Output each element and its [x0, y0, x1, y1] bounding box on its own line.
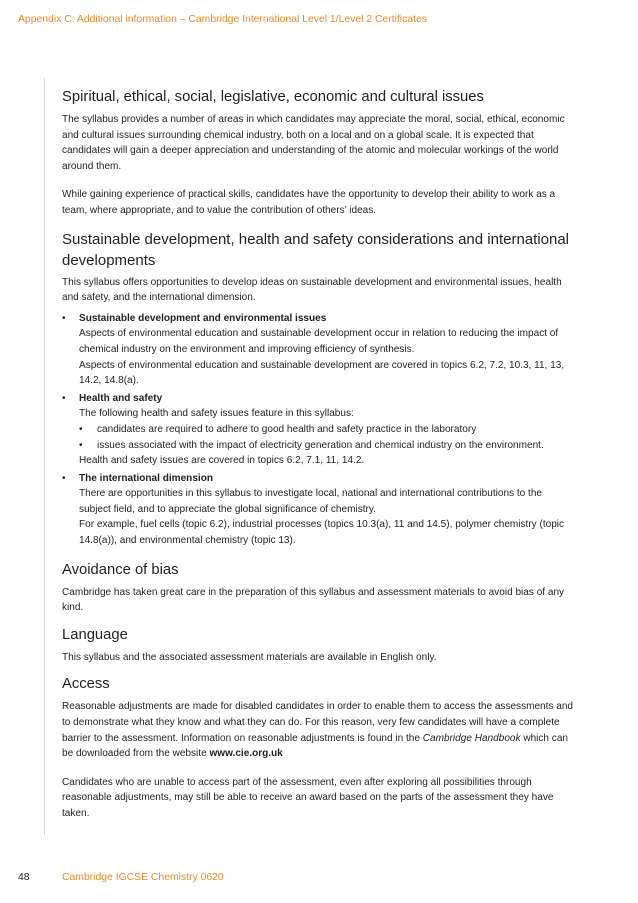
handbook-title: Cambridge Handbook	[422, 732, 521, 744]
paragraph: Candidates who are unable to access part of the assessment, even after exploring all possibilities through reasonable adjustments, may still be able to receive an award based on the parts of the assessment they have taken.	[62, 776, 554, 819]
section-heading: Access	[62, 676, 110, 693]
paragraph: This syllabus and the associated assessment materials are available in English only.	[62, 651, 437, 663]
section-sustainable	[62, 229, 576, 549]
sub-bullet-text: issues associated with the impact of electricity generation and chemical industry on the environment.	[97, 439, 544, 451]
bullet-icon: •	[62, 312, 66, 324]
list-item	[79, 422, 576, 438]
paragraph: Cambridge has taken great care in the preparation of this syllabus and assessment materials to avoid bias of any kind.	[62, 586, 565, 614]
bullet-icon: •	[62, 472, 66, 484]
text-run: Reasonable adjustments are made for disabled candidates in order to enable them to access the assessments and to demonstrate what they know and what they can do. For this reason, very few candidates will have a complete barrier to the assessment. Information on reasonable adjustments is found in the	[62, 701, 574, 744]
list-item	[79, 438, 576, 454]
bullet-text: Aspects of environmental education and sustainable development occur in relation to reducing the impact of chemical industry on the environment and improving efficiency of synthesis.	[79, 328, 559, 355]
running-header: Appendix C: Additional information – Cambridge International Level 1/Level 2 Certificates	[18, 14, 427, 25]
section-bias	[62, 561, 576, 616]
bullet-icon: •	[79, 423, 83, 435]
section-heading: Spiritual, ethical, social, legislative, economic and cultural issues	[62, 89, 484, 105]
paragraph: While gaining experience of practical skills, candidates have the opportunity to develop their ability to work as a team, where appropriate, and to value the contribution of others’ ideas.	[62, 189, 556, 216]
section-access	[62, 675, 576, 821]
section-heading: Sustainable development, health and safety considerations and international developments	[62, 230, 570, 269]
section-language	[62, 626, 576, 666]
list-item	[62, 311, 576, 389]
page-number: 48	[18, 872, 30, 883]
bullet-title: The international dimension	[79, 472, 213, 484]
main-content	[62, 88, 576, 835]
list-item	[62, 471, 576, 549]
section-heading: Language	[62, 626, 128, 643]
text-run: which can be downloaded from the website	[62, 732, 568, 760]
bullet-list	[62, 311, 576, 549]
footer-title: Cambridge IGCSE Chemistry 0620	[62, 872, 224, 883]
sub-bullet-text: candidates are required to adhere to good health and safety practice in the laboratory	[97, 423, 477, 435]
bullet-text: Health and safety issues are covered in topics 6.2, 7.1, 11, 14.2.	[79, 455, 365, 467]
list-item	[62, 391, 576, 469]
sub-bullet-list	[79, 422, 576, 453]
website-link[interactable]: www.cie.org.uk	[209, 748, 283, 760]
paragraph: This syllabus offers opportunities to develop ideas on sustainable development and environmental issues, health and safety, and the international dimension.	[62, 276, 562, 304]
bullet-icon: •	[79, 439, 83, 451]
paragraph	[62, 699, 576, 761]
bullet-icon: •	[62, 392, 66, 404]
paragraph: The syllabus provides a number of areas in which candidates may appreciate the moral, social, ethical, economic and cultural issues surrounding chemical industry, both on a local and on a global scale. It is expected that candidates will gain a deeper appreciation and understanding of the atomic and molecular workings of the world around them.	[62, 114, 565, 172]
bullet-title: Health and safety	[79, 392, 163, 404]
bullet-text: Aspects of environmental education and sustainable development are covered in topics 6.2, 7.2, 10.3, 11, 13, 14.2, 14.8(a).	[79, 359, 565, 387]
section-heading: Avoidance of bias	[62, 561, 179, 578]
bullet-text: There are opportunities in this syllabus to investigate local, national and international contributions to the subject field, and to appreciate the global significance of chemistry.	[79, 488, 542, 515]
bullet-text: The following health and safety issues feature in this syllabus:	[79, 408, 354, 420]
bullet-text: For example, fuel cells (topic 6.2), industrial processes (topics 10.3(a), 11 and 14.5), polymer chemistry (topic 14.8(a)), and environmental chemistry (topic 13).	[79, 519, 565, 547]
section-spiritual	[62, 88, 576, 219]
margin-rule	[44, 78, 45, 835]
bullet-title: Sustainable development and environmental issues	[79, 312, 327, 324]
